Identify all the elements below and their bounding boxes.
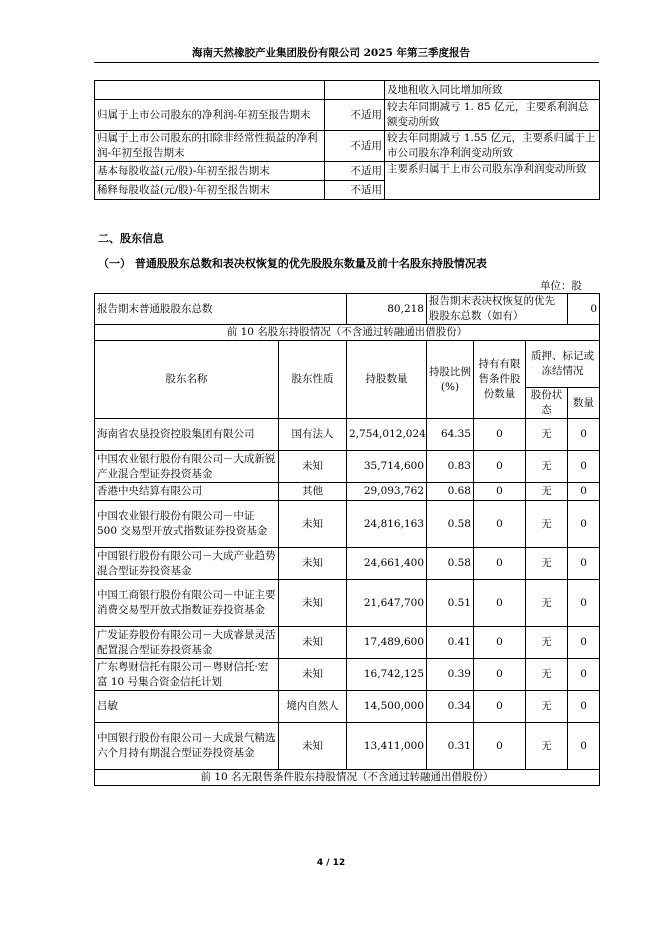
holder-rows — [95, 419, 600, 770]
holder-name-cell: 中国农业银行股份有限公司－大成新锐产业混合型证券投资基金 — [95, 451, 279, 483]
holder-ratio-cell: 0.83 — [427, 451, 474, 483]
holder-shares-cell: 29,093,762 — [347, 483, 427, 501]
holder-shares-cell: 21,647,700 — [347, 580, 427, 627]
holder-nature-cell: 国有法人 — [279, 419, 347, 451]
holder-nature-cell: 境内自然人 — [279, 691, 347, 723]
holder-name-cell: 中国银行股份有限公司－大成景气精选六个月持有期混合型证券投资基金 — [95, 723, 279, 770]
reason-cell: 较去年同期减亏 1.55 亿元，主要系归属于上市公司股东净利润变动所致 — [385, 131, 600, 162]
header-pledge-status: 股份状态 — [526, 388, 568, 419]
table-row — [95, 419, 600, 451]
holder-status-cell: 无 — [526, 723, 568, 770]
holder-restricted-cell: 0 — [474, 723, 526, 770]
subsection-title: （一） 普通股股东总数和表决权恢复的优先股股东数量及前十名股东持股情况表 — [98, 257, 487, 270]
holder-restricted-cell: 0 — [474, 548, 526, 580]
holder-nature-cell: 其他 — [279, 483, 347, 501]
preferred-holders-label: 报告期末表决权恢复的优先股股东总数（如有） — [427, 294, 568, 325]
holder-shares-cell: 24,661,400 — [347, 548, 427, 580]
holder-name-cell: 中国农业银行股份有限公司－中证 500 交易型开放式指数证券投资基金 — [95, 501, 279, 548]
unrestricted-title: 前 10 名无限售条件股东持股情况（不含通过转融通出借股份） — [95, 770, 600, 786]
header-name: 股东名称 — [95, 341, 279, 419]
holder-nature-cell: 未知 — [279, 659, 347, 691]
holder-ratio-cell: 64.35 — [427, 419, 474, 451]
table-row — [95, 548, 600, 580]
status-cell: 不适用 — [325, 181, 385, 200]
holder-shares-cell: 13,411,000 — [347, 723, 427, 770]
holder-count-cell: 0 — [568, 483, 600, 501]
holder-status-cell: 无 — [526, 691, 568, 723]
table-row — [95, 501, 600, 548]
total-holders-label: 报告期末普通股股东总数 — [95, 294, 347, 325]
header-pledge: 质押、标记或冻结情况 — [526, 341, 600, 388]
holder-nature-cell: 未知 — [279, 548, 347, 580]
unit-label: 单位：股 — [540, 280, 582, 292]
header-row — [95, 341, 600, 388]
financial-changes-table — [94, 80, 600, 200]
holder-restricted-cell: 0 — [474, 501, 526, 548]
table-row — [95, 627, 600, 659]
holder-restricted-cell: 0 — [474, 691, 526, 723]
holder-status-cell: 无 — [526, 627, 568, 659]
holder-ratio-cell: 0.58 — [427, 548, 474, 580]
holder-status-cell: 无 — [526, 419, 568, 451]
table-row — [95, 100, 600, 131]
holder-name-cell: 吕敏 — [95, 691, 279, 723]
table-row — [95, 131, 600, 162]
holder-restricted-cell: 0 — [474, 659, 526, 691]
holder-name-cell: 香港中央结算有限公司 — [95, 483, 279, 501]
holder-count-cell: 0 — [568, 723, 600, 770]
holder-count-cell: 0 — [568, 419, 600, 451]
holder-name-cell: 中国工商银行股份有限公司－中证主要消费交易型开放式指数证券投资基金 — [95, 580, 279, 627]
header-pledge-count: 数量 — [568, 388, 600, 419]
holder-ratio-cell: 0.34 — [427, 691, 474, 723]
holder-name-cell: 海南省农垦投资控股集团有限公司 — [95, 419, 279, 451]
holder-status-cell: 无 — [526, 580, 568, 627]
holder-nature-cell: 未知 — [279, 723, 347, 770]
header-rule — [94, 62, 599, 63]
table-row — [95, 723, 600, 770]
table-row — [95, 483, 600, 501]
holder-count-cell: 0 — [568, 691, 600, 723]
holder-ratio-cell: 0.51 — [427, 580, 474, 627]
item-cell: 稀释每股收益(元/股)-年初至报告期末 — [95, 181, 325, 200]
table-row — [95, 451, 600, 483]
holder-shares-cell: 24,816,163 — [347, 501, 427, 548]
holder-name-cell: 中国银行股份有限公司－大成产业趋势混合型证券投资基金 — [95, 548, 279, 580]
item-cell — [95, 81, 325, 100]
status-cell: 不适用 — [325, 131, 385, 162]
holder-shares-cell: 17,489,600 — [347, 627, 427, 659]
holder-shares-cell: 16,742,125 — [347, 659, 427, 691]
table-row — [95, 81, 600, 100]
holder-count-cell: 0 — [568, 627, 600, 659]
holder-shares-cell: 14,500,000 — [347, 691, 427, 723]
holder-restricted-cell: 0 — [474, 627, 526, 659]
holder-ratio-cell: 0.31 — [427, 723, 474, 770]
holder-ratio-cell: 0.39 — [427, 659, 474, 691]
top10-title: 前 10 名股东持股情况（不含通过转融通出借股份） — [95, 325, 600, 341]
preferred-holders-value: 0 — [568, 294, 600, 325]
table-row — [95, 691, 600, 723]
holder-name-cell: 广发证券股份有限公司－大成睿景灵活配置混合型证券投资基金 — [95, 627, 279, 659]
holder-count-cell: 0 — [568, 580, 600, 627]
status-cell: 不适用 — [325, 100, 385, 131]
section-row — [95, 770, 600, 786]
holder-status-cell: 无 — [526, 659, 568, 691]
holder-count-cell: 0 — [568, 501, 600, 548]
holder-ratio-cell: 0.68 — [427, 483, 474, 501]
holder-status-cell: 无 — [526, 483, 568, 501]
header-shares: 持股数量 — [347, 341, 427, 419]
reason-cell: 较去年同期减亏 1. 85 亿元，主要系利润总额变动所致 — [385, 100, 600, 131]
holder-count-cell: 0 — [568, 451, 600, 483]
table-row — [95, 580, 600, 627]
holder-status-cell: 无 — [526, 451, 568, 483]
holder-restricted-cell: 0 — [474, 419, 526, 451]
total-holders-value: 80,218 — [347, 294, 427, 325]
holder-count-cell: 0 — [568, 548, 600, 580]
holder-restricted-cell: 0 — [474, 483, 526, 501]
holder-ratio-cell: 0.41 — [427, 627, 474, 659]
totals-row — [95, 294, 600, 325]
section-title: 二、股东信息 — [98, 232, 164, 245]
status-cell — [325, 81, 385, 100]
holder-nature-cell: 未知 — [279, 580, 347, 627]
status-cell: 不适用 — [325, 162, 385, 181]
shareholders-table — [94, 293, 600, 786]
section-row — [95, 325, 600, 341]
header-ratio: 持股比例(%) — [427, 341, 474, 419]
table-row — [95, 659, 600, 691]
holder-count-cell: 0 — [568, 659, 600, 691]
holder-nature-cell: 未知 — [279, 501, 347, 548]
page-number: 4 / 12 — [316, 858, 346, 868]
reason-cell: 主要系归属于上市公司股东净利润变动所致 — [385, 162, 600, 200]
holder-ratio-cell: 0.58 — [427, 501, 474, 548]
reason-cell: 及地租收入同比增加所致 — [385, 81, 600, 100]
holder-nature-cell: 未知 — [279, 451, 347, 483]
page-header: 海南天然橡胶产业集团股份有限公司 2025 年第三季度报告 — [191, 47, 471, 59]
holder-restricted-cell: 0 — [474, 451, 526, 483]
item-cell: 归属于上市公司股东的净利润-年初至报告期末 — [95, 100, 325, 131]
item-cell: 归属于上市公司股东的扣除非经常性损益的净利润-年初至报告期末 — [95, 131, 325, 162]
holder-restricted-cell: 0 — [474, 580, 526, 627]
holder-shares-cell: 35,714,600 — [347, 451, 427, 483]
header-restricted: 持有有限售条件股份数量 — [474, 341, 526, 419]
table-row — [95, 162, 600, 181]
holder-shares-cell: 2,754,012,024 — [347, 419, 427, 451]
holder-status-cell: 无 — [526, 548, 568, 580]
item-cell: 基本每股收益(元/股)-年初至报告期末 — [95, 162, 325, 181]
holder-status-cell: 无 — [526, 501, 568, 548]
header-nature: 股东性质 — [279, 341, 347, 419]
holder-nature-cell: 未知 — [279, 627, 347, 659]
holder-name-cell: 广东粤财信托有限公司－粤财信托·宏富 10 号集合资金信托计划 — [95, 659, 279, 691]
